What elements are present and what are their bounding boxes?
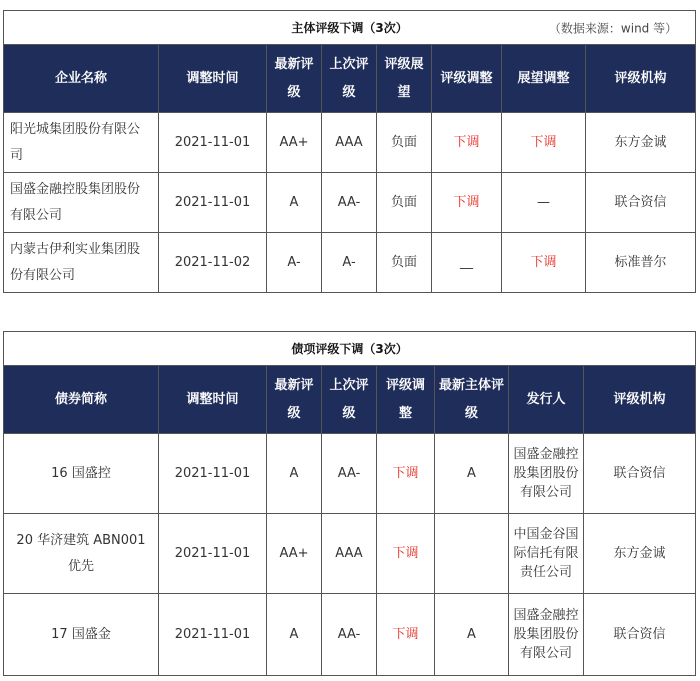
latest-rating: A [267,173,322,233]
table-row [4,233,696,293]
issuer-name: 国盛金融控股集团股份有限公司 [509,594,584,676]
bond-rating-downgrade-table-wrap [3,331,695,676]
table-row [4,434,696,514]
bond-short-name: 20 华济建筑 ABN001 优先 [4,514,159,594]
adjust-date: 2021-11-01 [159,514,267,594]
rating-outlook: 负面 [377,233,432,293]
rating-change: 下调 [432,173,502,233]
table2-header-row [4,366,696,434]
table2-header: 上次评级 [322,366,377,434]
issuer-name: 国盛金融控股集团股份有限公司 [509,434,584,514]
issuer-latest-rating: A [435,434,509,514]
table1-header: 评级机构 [586,45,696,113]
table1-header: 调整时间 [159,45,267,113]
rating-agency: 标准普尔 [586,233,696,293]
rating-agency: 东方金诚 [586,113,696,173]
adjust-date: 2021-11-01 [159,594,267,676]
previous-rating: AAA [322,514,377,594]
rating-agency: 联合资信 [584,434,696,514]
issuer-latest-rating [435,514,509,594]
company-name: 阳光城集团股份有限公司 [4,113,159,173]
adjust-date: 2021-11-01 [159,434,267,514]
table1-header: 展望调整 [502,45,586,113]
issuer-latest-rating: A [435,594,509,676]
outlook-change: 下调 [502,113,586,173]
issuer-rating-downgrade-table [3,10,696,293]
latest-rating: A [267,434,322,514]
table1-header: 最新评级 [267,45,322,113]
company-name: 国盛金融控股集团股份有限公司 [4,173,159,233]
rating-change: 下调 [432,113,502,173]
rating-outlook: 负面 [377,173,432,233]
previous-rating: A- [322,233,377,293]
table1-header-row [4,45,696,113]
outlook-change: — [502,173,586,233]
table-row [4,173,696,233]
bond-short-name: 16 国盛控 [4,434,159,514]
table2-title-row [4,332,696,366]
data-source-note: （数据来源：wind 等） [548,21,678,35]
issuer-rating-downgrade-table-wrap [3,10,695,293]
table2-header: 最新评级 [267,366,322,434]
issuer-name: 中国金谷国际信托有限责任公司 [509,514,584,594]
outlook-change: 下调 [502,233,586,293]
previous-rating: AA- [322,594,377,676]
table2-header: 调整时间 [159,366,267,434]
table-row [4,594,696,676]
company-name: 内蒙古伊利实业集团股份有限公司 [4,233,159,293]
adjust-date: 2021-11-01 [159,113,267,173]
rating-change: 下调 [377,434,435,514]
table2-header: 最新主体评级 [435,366,509,434]
rating-outlook: 负面 [377,113,432,173]
table2-header: 发行人 [509,366,584,434]
table-row [4,514,696,594]
rating-agency: 联合资信 [584,594,696,676]
adjust-date: 2021-11-02 [159,233,267,293]
rating-agency: 联合资信 [586,173,696,233]
table1-header: 企业名称 [4,45,159,113]
latest-rating: A [267,594,322,676]
latest-rating: AA+ [267,113,322,173]
previous-rating: AA- [322,434,377,514]
table-row [4,113,696,173]
table2-header: 评级机构 [584,366,696,434]
bond-rating-downgrade-table [3,331,696,676]
table1-title-cell [4,11,696,45]
latest-rating: A- [267,233,322,293]
rating-change: 下调 [377,594,435,676]
rating-agency: 东方金诚 [584,514,696,594]
table1-header: 评级调整 [432,45,502,113]
latest-rating: AA+ [267,514,322,594]
previous-rating: AAA [322,113,377,173]
table2-header: 债券简称 [4,366,159,434]
rating-change: 下调 [377,514,435,594]
table1-title: 主体评级下调（3次） [291,21,408,35]
bond-short-name: 17 国盛金 [4,594,159,676]
table1-header: 上次评级 [322,45,377,113]
table2-header: 评级调整 [377,366,435,434]
adjust-date: 2021-11-01 [159,173,267,233]
table1-header: 评级展望 [377,45,432,113]
table1-title-row [4,11,696,45]
table2-title: 债项评级下调（3次） [291,342,408,356]
previous-rating: AA- [322,173,377,233]
rating-change: __ [432,233,502,293]
table2-title-cell [4,332,696,366]
